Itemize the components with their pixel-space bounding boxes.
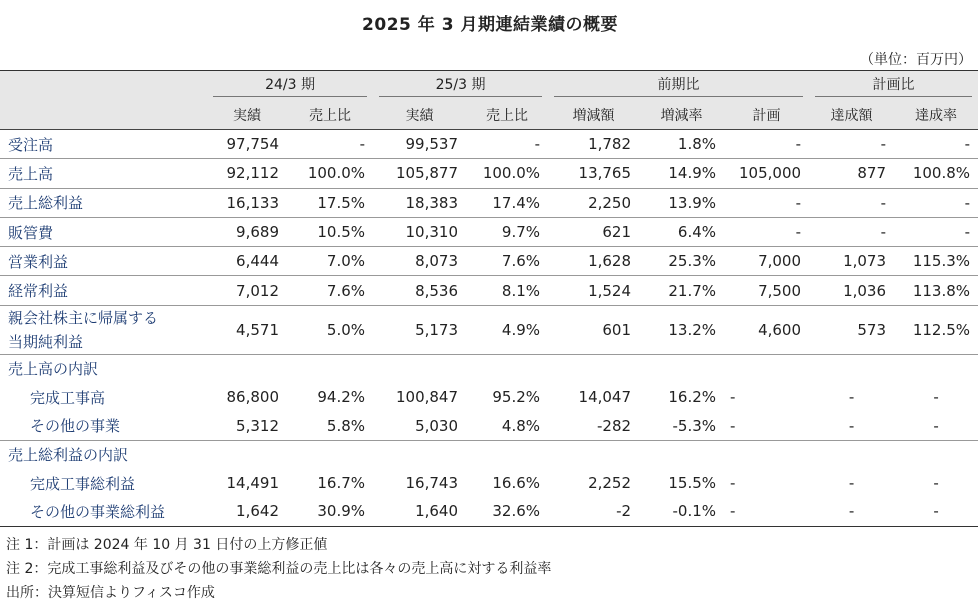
table-row [0,217,978,246]
table-cell: 4.9% [466,305,548,354]
row-label: 完成工事高 [30,388,106,407]
row-label: 売上高 [0,159,207,188]
table-cell: -0.1% [639,497,724,526]
table-cell: 32.6% [466,497,548,526]
section-label: 売上総利益の内訳 [8,446,129,465]
table-row [0,276,978,305]
row-label: その他の事業 [0,411,207,440]
table-cell: 1,642 [207,497,287,526]
row-label: 営業利益 [0,247,207,276]
row-label: 受注高 [0,130,207,159]
table-row [0,411,978,440]
table-cell: 100.0% [466,159,548,188]
table-row [0,497,978,526]
table-cell: 5.0% [287,305,373,354]
column-header: 計画 [724,100,809,130]
table-cell: - [809,188,894,217]
table-cell: 2,250 [548,188,639,217]
table-cell: - [933,474,939,493]
table-cell: 601 [548,305,639,354]
table-cell: 13.9% [639,188,724,217]
table-cell: 100,847 [395,388,459,407]
section-header-row [0,354,978,383]
table-cell: 16,133 [207,188,287,217]
table-cell: 8,536 [373,276,466,305]
table-cell: 97,754 [207,130,287,159]
footnote: 注 1：計画は 2024 年 10 月 31 日付の上方修正値 [6,537,328,553]
table-cell: 105,877 [373,159,466,188]
header-blank [0,100,207,130]
table-cell: 16.7% [317,474,366,493]
table-cell: 4,571 [207,305,287,354]
row-label: 親会社株主に帰属する 当期純利益 [0,305,207,354]
table-cell: - [724,188,809,217]
unit-label: （単位：百万円） [860,52,972,68]
table-cell: 9,689 [207,217,287,246]
table-row [0,305,978,354]
table-cell: 100.8% [894,159,978,188]
table-cell: 99,537 [373,130,466,159]
table-cell: - [809,217,894,246]
table-cell: 112.5% [894,305,978,354]
table-row [0,469,978,497]
table-cell: 17.5% [287,188,373,217]
table-cell: 5,312 [207,411,287,440]
table-cell: 7,000 [724,247,809,276]
table-cell: 4.8% [466,411,548,440]
section-label: 売上高の内訳 [8,360,99,379]
table-cell: - [730,474,736,493]
footnotes [6,533,551,605]
table-cell: - [894,217,978,246]
table-cell: 21.7% [639,276,724,305]
table-cell: 6,444 [207,247,287,276]
table-cell: 13.2% [639,305,724,354]
footnote: 注 2：完成工事総利益及びその他の事業総利益の売上比は各々の売上高に対する利益率 [6,561,552,577]
table-cell: - [724,497,809,526]
table-cell: 7,500 [724,276,809,305]
table-cell: - [724,411,809,440]
table-cell: 6.4% [639,217,724,246]
column-header: 増減額 [548,100,639,130]
table-cell: 1,782 [548,130,639,159]
table-cell: - [809,497,894,526]
column-header: 実績 [207,100,287,130]
table-cell: 1,524 [548,276,639,305]
row-label: 販管費 [0,217,207,246]
table-cell: - [809,411,894,440]
table-cell: 5,030 [373,411,466,440]
table-cell: 86,800 [226,388,279,407]
table-cell: 8.1% [466,276,548,305]
table-cell: 1,073 [809,247,894,276]
table-cell: 92,112 [207,159,287,188]
table-cell: 1,628 [548,247,639,276]
table-cell: 15.5% [668,474,717,493]
table-cell: - [894,130,978,159]
row-label: その他の事業総利益 [0,497,207,526]
table-cell: -282 [548,411,639,440]
table-cell: 9.7% [466,217,548,246]
table-cell: 17.4% [466,188,548,217]
table-cell: - [848,388,855,407]
table-cell: 10,310 [373,217,466,246]
table-cell: 25.3% [639,247,724,276]
table-cell: - [724,217,809,246]
table-cell: 7.6% [466,247,548,276]
table-cell: 2,252 [588,474,632,493]
footnote-source: 出所：決算短信よりフィスコ作成 [6,585,215,601]
table-cell: 5,173 [373,305,466,354]
table-cell: 7.6% [287,276,373,305]
table-row [0,247,978,276]
table-cell: 18,383 [373,188,466,217]
table-cell: 14,491 [226,474,279,493]
table-cell: - [894,188,978,217]
table-cell: 113.8% [894,276,978,305]
header-group-plan: 計画比 [809,71,978,101]
table-cell: 105,000 [724,159,809,188]
table-cell: 16.2% [668,388,717,407]
table-row [0,188,978,217]
table-cell: 95.2% [492,388,541,407]
column-header: 売上比 [466,100,548,130]
table-cell: - [466,130,548,159]
table-cell: 1,036 [809,276,894,305]
table-cell: 5.8% [287,411,373,440]
results-table [0,70,978,527]
table-cell: -2 [548,497,639,526]
header-group-curr: 25/3 期 [373,71,548,101]
column-header: 実績 [373,100,466,130]
table-cell: 8,073 [373,247,466,276]
table-row [0,159,978,188]
table-row [0,130,978,159]
table-cell: 1,640 [373,497,466,526]
table-cell: 4,600 [724,305,809,354]
table-cell: 115.3% [894,247,978,276]
column-header: 増減率 [639,100,724,130]
column-header: 売上比 [287,100,373,130]
header-group-yoy: 前期比 [548,71,809,101]
table-cell: 573 [809,305,894,354]
row-label: 経常利益 [0,276,207,305]
table-cell: 100.0% [287,159,373,188]
table-cell: 16,743 [405,474,459,493]
table-cell: -5.3% [639,411,724,440]
header-group-prev: 24/3 期 [207,71,373,101]
table-cell: 7.0% [287,247,373,276]
table-cell: 13,765 [548,159,639,188]
table-cell: 14,047 [578,388,632,407]
table-cell: - [730,388,736,407]
table-cell: - [894,497,978,526]
table-cell: - [848,474,855,493]
table-cell: - [724,130,809,159]
column-header: 達成率 [894,100,978,130]
row-label: 完成工事総利益 [30,474,136,493]
table-row [0,383,978,411]
table-cell: 16.6% [492,474,541,493]
table-cell: 30.9% [287,497,373,526]
table-cell: - [287,130,373,159]
table-cell: 877 [809,159,894,188]
table-cell: 621 [548,217,639,246]
table-cell: - [894,411,978,440]
table-cell: 94.2% [317,388,366,407]
table-cell: 10.5% [287,217,373,246]
table-cell: - [933,388,939,407]
header-blank [0,71,207,101]
row-label: 売上総利益 [0,188,207,217]
table-cell: - [809,130,894,159]
table-cell: 14.9% [639,159,724,188]
page-title: 2025 年 3 月期連結業績の概要 [362,15,618,35]
table-cell: 1.8% [639,130,724,159]
table-cell: 7,012 [207,276,287,305]
section-header-row [0,440,978,469]
column-header: 達成額 [809,100,894,130]
